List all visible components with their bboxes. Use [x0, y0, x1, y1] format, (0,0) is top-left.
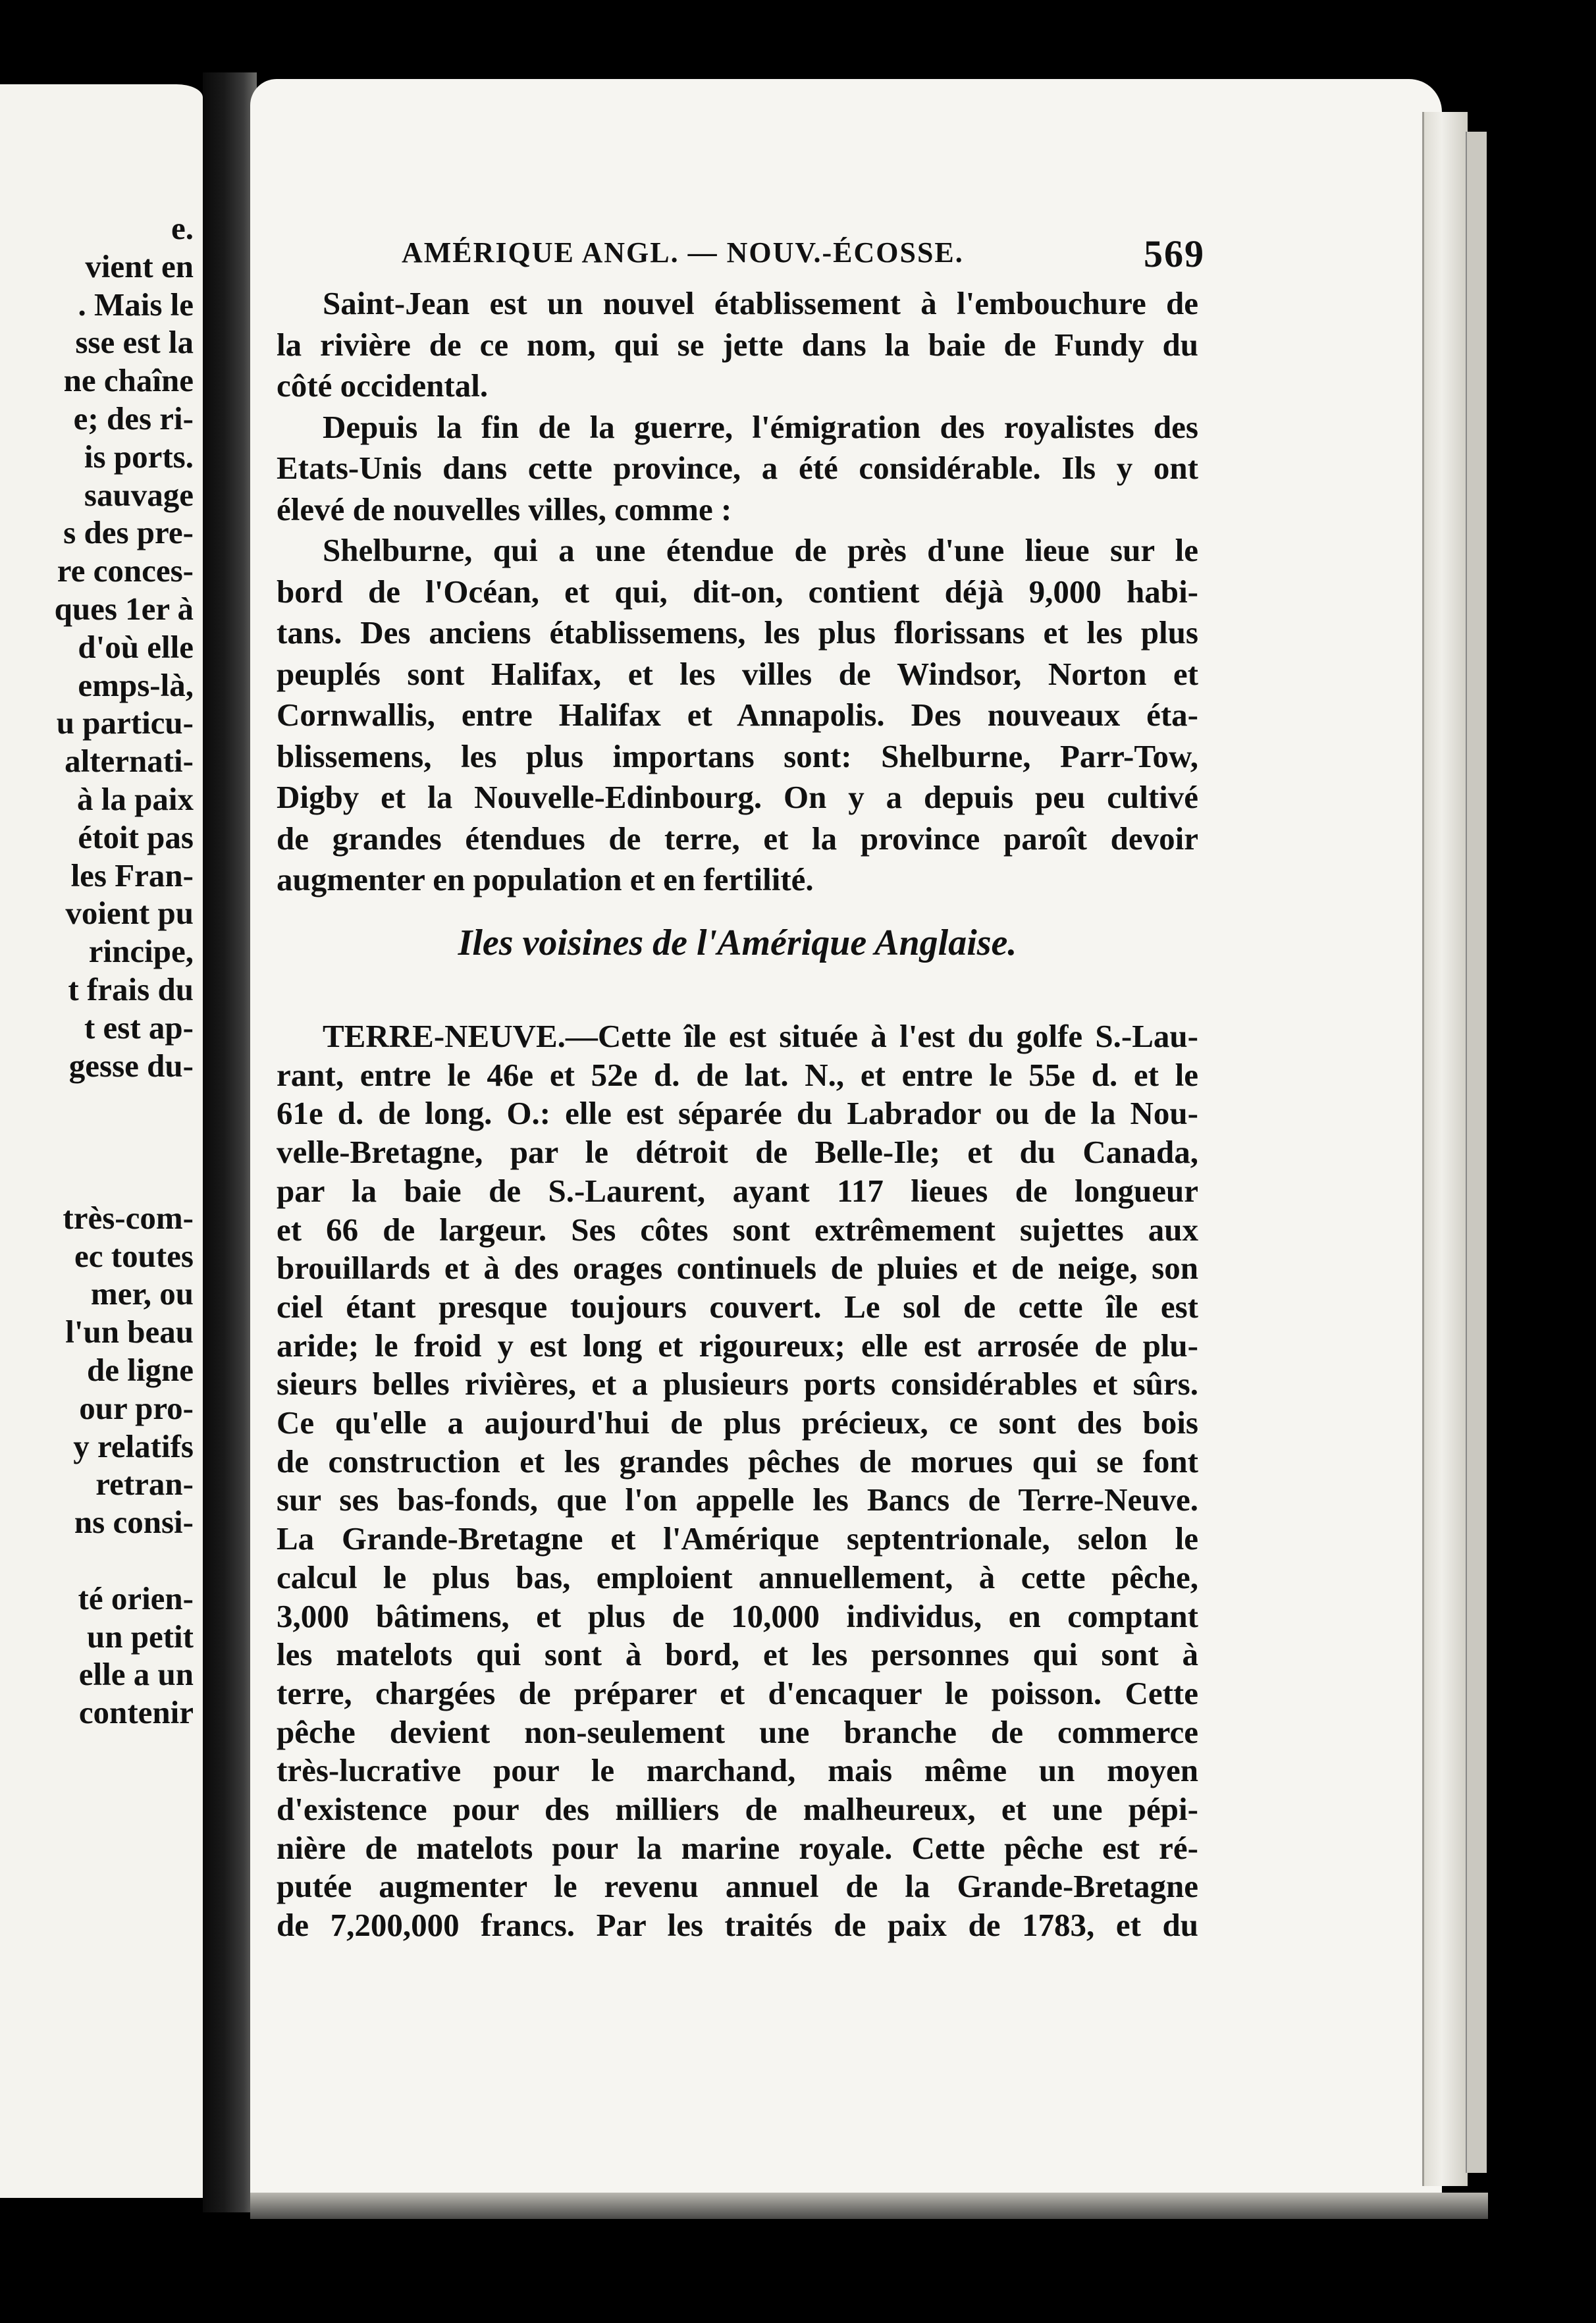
- left-page-line: mer, ou: [90, 1275, 194, 1312]
- text-line: tans. Des anciens établissemens, les plus florissans et les plus: [277, 614, 1198, 651]
- left-page-line: un petit: [86, 1618, 194, 1655]
- text-line: calcul le plus bas, emploient annuellement, à cette pêche,: [277, 1559, 1198, 1595]
- text-line: la rivière de ce nom, qui se jette dans la baie de Fundy du: [277, 326, 1198, 363]
- text-line: les matelots qui sont à bord, et les personnes qui sont à: [277, 1636, 1198, 1673]
- left-page-line: t frais du: [68, 971, 194, 1007]
- left-page-line: sse est la: [75, 324, 194, 361]
- running-head: [402, 232, 1205, 282]
- text-line: Cornwallis, entre Halifax et Annapolis. Des nouveaux éta-: [277, 697, 1198, 733]
- left-page-line: emps-là,: [78, 666, 194, 703]
- left-page-line: u particu-: [56, 705, 194, 741]
- text-line: sur ses bas-fonds, que l'on appelle les Bancs de Terre-Neuve.: [277, 1482, 1198, 1518]
- left-page-line: té orien-: [78, 1580, 194, 1616]
- running-head-title: AMÉRIQUE ANGL. — NOUV.-ÉCOSSE.: [402, 236, 964, 269]
- text-line: sieurs belles rivières, et a plusieurs ports considérables et sûrs.: [277, 1366, 1198, 1402]
- text-line: terre, chargées de préparer et d'encaquer le poisson. Cette: [277, 1674, 1198, 1711]
- left-page-line: ques 1er à: [54, 591, 194, 627]
- text-line: brouillards et à des orages continuels de pluies et de neige, son: [277, 1250, 1198, 1287]
- text-line: Depuis la fin de la guerre, l'émigration des royalistes des: [323, 408, 1198, 445]
- book-gutter: [203, 72, 257, 2212]
- page-edge: [1422, 112, 1468, 2186]
- left-page-line: alternati-: [65, 743, 194, 780]
- section-heading: Iles voisines de l'Amérique Anglaise.: [458, 922, 1017, 963]
- left-page-line: e; des ri-: [73, 400, 194, 437]
- left-page-line: à la paix: [77, 781, 194, 817]
- text-line: nière de matelots pour la marine royale. Cette pêche est ré-: [277, 1829, 1198, 1866]
- text-line: très-lucrative pour le marchand, mais même un moyen: [277, 1752, 1198, 1789]
- left-page-line: our pro-: [79, 1389, 194, 1426]
- text-line: Digby et la Nouvelle-Edinbourg. On y a depuis peu cultivé: [277, 779, 1198, 815]
- page-bottom-shadow: [250, 2193, 1488, 2219]
- text-line: Saint-Jean est un nouvel établissement à l'embouchure de: [323, 285, 1198, 321]
- left-page-line: ne chaîne: [63, 362, 194, 399]
- left-page-line: vient en: [85, 248, 194, 284]
- text-line: bord de l'Océan, et qui, dit-on, contient déjà 9,000 habi-: [277, 573, 1198, 610]
- left-page-line: ec toutes: [74, 1237, 194, 1274]
- text-line: pêche devient non-seulement une branche de commerce: [277, 1713, 1198, 1750]
- left-page-line: d'où elle: [78, 628, 194, 665]
- left-page-line: étoit pas: [78, 818, 194, 855]
- text-line: élevé de nouvelles villes, comme :: [277, 491, 732, 527]
- left-page-line: ns consi-: [74, 1504, 194, 1541]
- text-line: rant, entre le 46e et 52e d. de lat. N., et entre le 55e d. et le: [277, 1056, 1198, 1093]
- text-line: et 66 de largeur. Ses côtes sont extrêmement sujettes aux: [277, 1211, 1198, 1248]
- left-page-line: gesse du-: [68, 1047, 194, 1084]
- left-page-line: de ligne: [87, 1352, 194, 1388]
- left-page-line: contenir: [78, 1694, 194, 1731]
- left-page-line: elle a un: [78, 1656, 194, 1693]
- left-page-line: les Fran-: [70, 857, 194, 894]
- text-line: Ce qu'elle a aujourd'hui de plus précieux, ce sont des bois: [277, 1404, 1198, 1441]
- text-line: TERRE-NEUVE.—Cette île est située à l'est du golfe S.-Lau-: [323, 1018, 1198, 1054]
- text-line: peuplés sont Halifax, et les villes de Windsor, Norton et: [277, 655, 1198, 692]
- left-page-line: s des pre-: [63, 514, 194, 551]
- text-line: par la baie de S.-Laurent, ayant 117 lieues de longueur: [277, 1172, 1198, 1209]
- text-line: velle-Bretagne, par le détroit de Belle-Ile; et du Canada,: [277, 1134, 1198, 1171]
- left-page-line: très-com-: [63, 1199, 194, 1236]
- left-page-line: y relatifs: [73, 1428, 194, 1464]
- page-number: 569: [1144, 232, 1205, 275]
- text-line: Etats-Unis dans cette province, a été considérable. Ils y ont: [277, 450, 1198, 486]
- left-page-line: sauvage: [84, 476, 194, 513]
- text-line: La Grande-Bretagne et l'Amérique septentrionale, selon le: [277, 1520, 1198, 1557]
- text-line: côté occidental.: [277, 367, 489, 404]
- text-line: Shelburne, qui a une étendue de près d'une lieue sur le: [323, 532, 1198, 568]
- left-page-line: re conces-: [57, 552, 194, 589]
- text-line: augmenter en population et en fertilité.: [277, 861, 814, 897]
- text-line: aride; le froid y est long et rigoureux; elle est arrosée de plu-: [277, 1327, 1198, 1364]
- text-line: 3,000 bâtimens, et plus de 10,000 individus, en comptant: [277, 1597, 1198, 1634]
- left-page-line: retran-: [95, 1466, 194, 1503]
- text-line: de grandes étendues de terre, et la province paroît devoir: [277, 820, 1198, 857]
- text-line: 61e d. de long. O.: elle est séparée du Labrador ou de la Nou-: [277, 1095, 1198, 1132]
- left-page-line: e.: [171, 210, 194, 246]
- left-page-line: l'un beau: [65, 1314, 194, 1350]
- left-page-line: voient pu: [65, 895, 194, 932]
- left-page-fragment: [0, 84, 203, 2198]
- text-line: putée augmenter le revenu annuel de la Grande-Bretagne: [277, 1868, 1198, 1905]
- page-edge-back: [1466, 132, 1487, 2173]
- left-page-line: rincipe,: [88, 933, 194, 970]
- left-page-line: t est ap-: [84, 1009, 194, 1046]
- text-line: de construction et les grandes pêches de morues qui se font: [277, 1443, 1198, 1480]
- left-page-line: is ports.: [84, 438, 194, 475]
- text-line: blissemens, les plus importans sont: Shelburne, Parr-Tow,: [277, 737, 1198, 774]
- text-line: de 7,200,000 francs. Par les traités de paix de 1783, et du: [277, 1907, 1198, 1944]
- text-line: ciel étant presque toujours couvert. Le sol de cette île est: [277, 1288, 1198, 1325]
- text-line: d'existence pour des milliers de malheureux, et une pépi-: [277, 1791, 1198, 1827]
- left-page-line: . Mais le: [78, 286, 194, 323]
